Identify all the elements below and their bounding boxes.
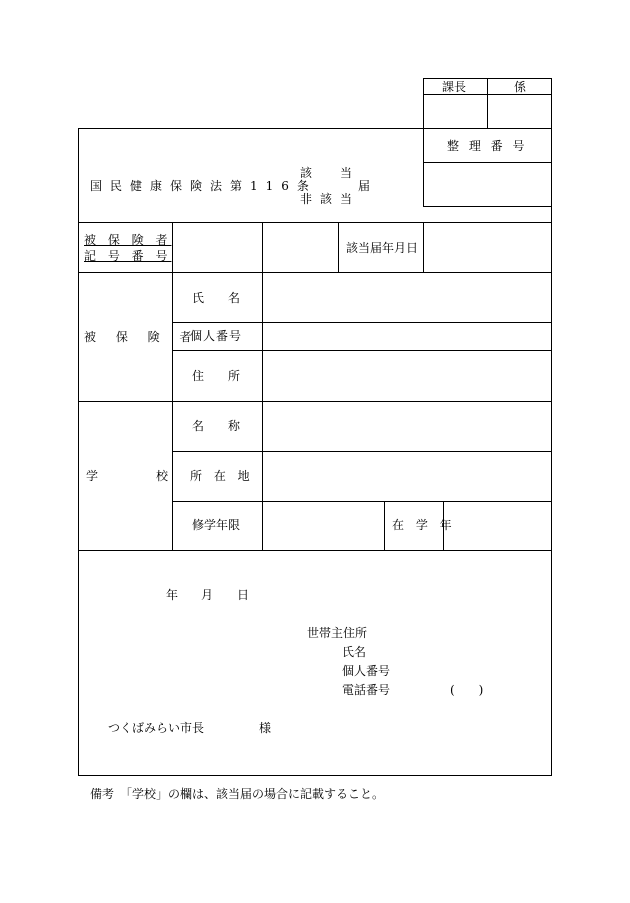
phone-paren: ( )	[450, 683, 484, 697]
household-address-label: 世帯主住所	[307, 626, 368, 640]
column-divider	[384, 501, 385, 550]
school-location-field[interactable]	[263, 452, 551, 500]
household-kojin-label: 個人番号	[342, 664, 391, 678]
date-year-label: 年	[166, 588, 179, 602]
school-name-label: 名 称	[192, 419, 241, 433]
school-label-left: 学	[86, 469, 99, 483]
school-name-field[interactable]	[263, 402, 551, 450]
hihoken-kigo-label-1: 被 保 険 者	[84, 233, 172, 247]
school-location-label: 所 在 地	[190, 469, 254, 483]
gaito-date-label: 該当届年月日	[346, 241, 419, 255]
kacho-label: 課長	[442, 80, 467, 94]
seiri-bango-field[interactable]	[424, 163, 551, 205]
grade-field[interactable]	[444, 502, 551, 549]
date-month-label: 月	[201, 588, 214, 602]
kojin-bango-field[interactable]	[263, 323, 551, 349]
kojin-bango-label: 個人番号	[190, 329, 243, 343]
row-divider	[78, 550, 552, 551]
column-divider	[172, 222, 173, 550]
mayor-label: つくばみらい市長	[108, 721, 205, 735]
household-name-label: 氏名	[342, 645, 367, 659]
date-day-label: 日	[237, 588, 250, 602]
hihoken-bango-field[interactable]	[263, 223, 337, 271]
hihoken-kigo-label-2: 記 号 番 号	[84, 249, 172, 263]
phone-label: 電話番号	[342, 683, 391, 697]
kacho-stamp-field[interactable]	[424, 95, 486, 128]
kakari-label: 係	[514, 80, 527, 94]
study-period-field[interactable]	[263, 502, 383, 549]
school-label-right: 校	[156, 469, 169, 483]
name-label: 氏 名	[192, 291, 241, 305]
kakari-stamp-field[interactable]	[488, 95, 551, 128]
address-label: 住 所	[192, 369, 241, 383]
gaito-date-field[interactable]	[424, 223, 551, 271]
todoke-label: 届	[358, 179, 371, 193]
form-title: 国民健康保険法第116条	[90, 179, 317, 193]
remarks-note: 備考 「学校」の欄は、該当届の場合に記載すること。	[90, 787, 385, 801]
address-field[interactable]	[263, 351, 551, 400]
sama-label: 様	[259, 721, 272, 735]
gaito-option: 該 当	[300, 166, 361, 180]
name-field[interactable]	[263, 273, 551, 321]
higaito-option: 非該当	[300, 192, 361, 206]
study-period-label: 修学年限	[192, 518, 241, 532]
hihokensha-label: 被 保 険 者	[84, 330, 200, 344]
column-divider	[338, 222, 339, 272]
hihoken-kigo-field[interactable]	[173, 223, 261, 271]
title-divider	[423, 206, 552, 207]
seiri-bango-label: 整 理 番 号	[447, 139, 528, 153]
grade-label: 在 学 年	[392, 518, 456, 532]
